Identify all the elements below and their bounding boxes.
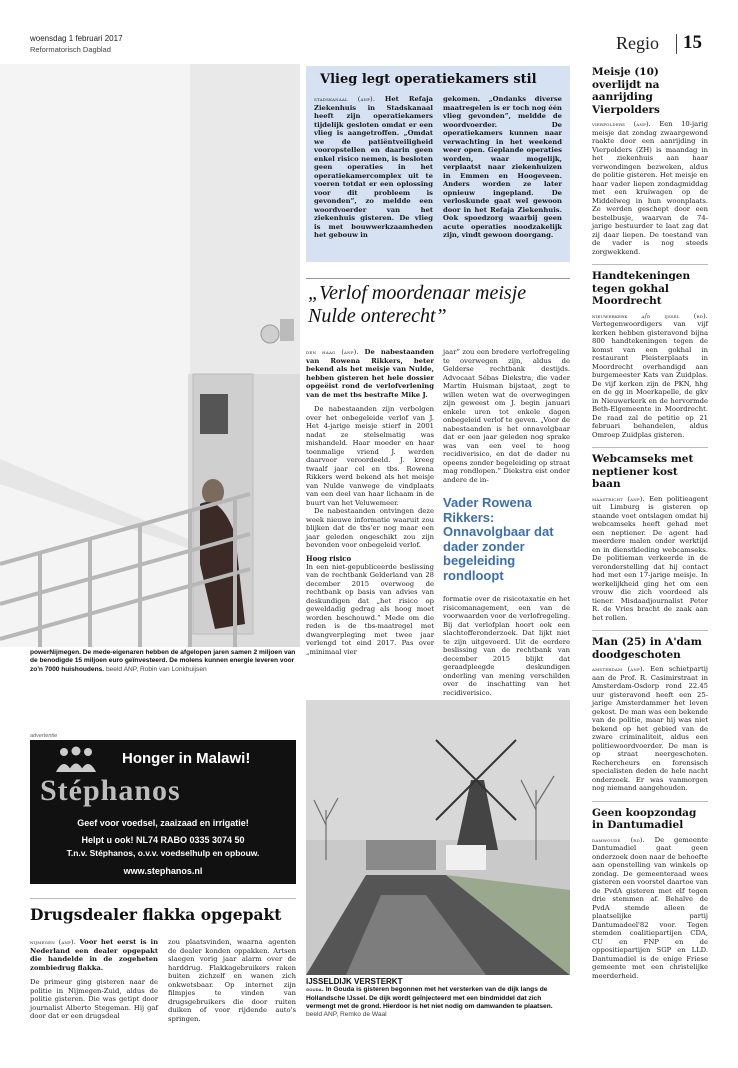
masthead-date: woensdag 1 februari 2017 (30, 34, 123, 43)
ad-logo: Stéphanos (40, 774, 181, 807)
drugs-headline: Drugsdealer flakka opgepakt (30, 905, 282, 924)
wind-turbine-photo (0, 64, 300, 647)
main-photo-caption (30, 649, 300, 674)
drugs-top-rule (30, 898, 296, 899)
ad-title: Honger in Malawi! (122, 750, 251, 767)
vlieg-title: Vlieg legt operatiekamers stil (320, 72, 537, 87)
people-icon (48, 746, 104, 776)
windmill-canal-photo (306, 700, 570, 975)
drugs-col1: nijmegen (anp). Voor het eerst is in Nederland een dealer opgepakt die handelde in de zogeheten zombiedrug flakka. De primeur ging gisteren naar de politie in Nijmegen-Zuid, aldus de politie gisteren. Die was getipt door journalist Alberto Stegeman. Hij gaf door dat er een drugsdeal (30, 938, 159, 1020)
vlieg-box (306, 66, 570, 262)
ad-box[interactable] (30, 740, 296, 884)
main-photo-caption-lead: powerNijmegen. (30, 649, 81, 656)
photo2-caption-title: IJSSELDIJK VERSTERKT (306, 977, 403, 986)
section-divider (676, 34, 677, 54)
sidebar-item: Handtekeningen tegen gokhal Moordrecht nieuwerkerk a/d ijssel (rd). Vertegenwoordigers van vijf kerken hebben gisteravond bijna 800 handtekeningen tegen de komst van een gokhal in restaurant Pleisterplaats in Moordrecht overhandigd aan burgemeester Kats van Zuidplas. De vijf kerken zijn de PKN, hhg en de gg in Moerkapelle, de gkv in Nieuwerkerk en de hervormde Beth-Elgemeente in Moordrecht. De raad zal de petitie op 21 februari behandelen, aldus Omroep Zuidplas gisteren. (592, 270, 708, 439)
verlof-headline: „Verlof moordenaar meisje Nulde onterecht” (308, 282, 527, 327)
sidebar-item: Webcamseks met neptiener kost baan maastricht (anp). Een politieagent uit Limburg is gisteren op staande voet ontslagen omdat hij webcamseks heeft gehad met een neptiener. De agent had meerdere malen onder werktijd en in dienstkleding webcamseks. De politieman verkeerde in de veronderstelling dat hij contact had met een 17-jarige meisje. In werkelijkheid ging het om een vrouw die zich voordeed als tiener. Misdaadjournalist Peter R. de Vries bracht de zaak aan het rollen. (592, 453, 708, 622)
verlof-pullquote: Vader Rowena Rikkers: Onnavolgbaar dat dader zonder begeleiding rondloopt (443, 495, 554, 583)
verlof-col1: den haag (anp). De nabestaanden van Rowena Rikkers, beter bekend als het meisje van Nulde, hebben gisteren het hele dossier opgeëist rond de verlofverlening van de met tbs bestrafte Mike J. De nabestaanden zijn verbolgen over het onbegeleide verlof van J. Het 4-jarige meisje stierf in 2001 nadat ze stelselmatig was mishandeld. Haar moeder en haar toenmalige vriend J. werden daarvoor veroordeeld. J. kreeg twaalf jaar cel en tbs. Rowena Rikkers werd bekend als het meisje van Nulde vanwege de vindplaats van een deel van haar lichaam in de buurt van het Veluwemeer. De nabestaanden ontvingen deze week nieuwe informatie waaruit zou blijken dat de tbs'er nog maar een jaar geleden ongeschikt zou zijn bevonden voor onbegeleid verlof. Hoog risico In een niet-gepubliceerde beslissing van de rechtbank Gelderland van 28 december 2015 overwoog de rechtbank op basis van advies van deskundigen dat „het risico op geweldadig gedrag als hoog moet worden beschouwd.” Mede om die reden is de tbs-maatregel met dwangverpleging met twee jaar verlengd tot eind 2017. Pas over „minimaal vier (306, 348, 434, 656)
masthead-paper: Reformatorisch Dagblad (30, 45, 111, 54)
masthead (0, 0, 738, 62)
verlof-top-rule (306, 278, 570, 279)
page-number: 15 (683, 32, 702, 53)
photo-ijsseldijk (306, 700, 570, 975)
ad-line2: Helpt u ook! NL74 RABO 0335 3074 50 (81, 835, 245, 845)
verlof-subhead: Hoog risico (306, 553, 352, 563)
vlieg-col2: gekomen. „Ondanks diverse maatregelen is er toch nog één vlieg gevonden”, meldde de woordvoerder. De operatiekamers kunnen naar verwachting in het weekend weer open. Geplande operaties worden, waar mogelijk, verplaatst naar ziekenhuizen in Emmen en Hoogeveen. Anders worden ze later opnieuw ingepland. De verloskunde gaat wel gewoon door in het Refaja Ziekenhuis. Ook spoedzorg waarbij geen acute operaties noodzakelijk zijn, vindt gewoon doorgang. (443, 95, 562, 239)
ad-url[interactable]: www.stephanos.nl (123, 866, 203, 876)
photo2-caption: IJSSELDIJK VERSTERKT gouda. In Gouda is gisteren begonnen met het versterken van de dijk langs de Hollandsche IJssel. De dijk wordt geïnjecteerd met een bindmiddel dat zich vermengt met de grond. Hierdoor is het niet nodig om damwanden te plaatsen. beeld ANP, Remko de Waal (306, 978, 570, 1019)
main-photo (0, 64, 300, 647)
drugs-col2: zou plaatsvinden, waarna agenten de dealer konden oppakken. Artsen slaegen vorig jaar alarm over de harddrug. Flakkagebruikers raken buiten zichzelf en wanen zich onkwetsbaar. Op internet zijn filmpjes te vinden van drugsgebruikers die door ruiten duiken of voor rijdende auto's springen. (168, 938, 296, 1023)
sidebar-item: Geen koopzondag in Dantumadiel damwoude (rd). De gemeente Dantumadiel gaat geen onderzoek doen naar de behoefte aan openstelling van winkels op zondag. De gemeenteraad wees gisteren een voorstel daartoe van de PvdA gisteren met elf tegen drie stemmen af. Behalve de PvdA stemde alleen de plaatselijke partij Dantumadeel'82 voor. Tegen stemden coalitiepartijen CDA, CU en FNP en de oppositiepartijen SGP en LLD. Dantumadiel is de enige Friese gemeente met een christelijke meerderheid. (592, 806, 708, 980)
ad-line1: Geef voor voedsel, zaaizaad en irrigatie! (77, 818, 249, 828)
sidebar (592, 66, 708, 980)
ad-line3: T.n.v. Stéphanos, o.v.v. voedselhulp en opbouw. (66, 848, 260, 858)
section-title: Regio (616, 33, 659, 53)
main-photo-caption-text: De mede-eigenaren hebben de afgelopen jaren samen 2 miljoen van de benodigde 15 miljoen euro geïnvesteerd. De molens kunnen energie leveren voor zo'n 7000 huishoudens. (30, 649, 296, 673)
vlieg-col1: stadskanaal (anp). Het Refaja Ziekenhuis in Stadskanaal heeft zijn operatiekamers tijdelijk gesloten omdat er een vlieg is aangetroffen. „Omdat we de patiëntveiligheid vooropstellen en daarin geen enkel risico nemen, is besloten geen operaties in het operatiekamercomplex uit te voeren totdat er een oplossing voor dit probleem is gevonden”, zo meldde een woordvoerder van het ziekenhuis gisteren. De vlieg is met bouwwerkzaamheden het gebouw in (314, 95, 433, 239)
main-photo-credit: beeld ANP, Robin van Lonkhuijsen (105, 665, 207, 673)
sidebar-item: Man (25) in A'dam doodgeschoten amsterdam (anp). Een schietpartij aan de Prof. R. Casimirstraat in Amsterdam-Osdorp rond 22.45 uur gisteravond heeft een 25-jarige Amsterdammer het leven gekost. De man was een bekende van de politie, maar hij was niet bekend op het gebied van de zware criminaliteit, aldus een politiewoordvoerder. De man is op straat neergeschoten. Rechercheurs en forensisch specialisten deden de hele nacht onderzoek. Er was vanmorgen nog niemand aangehouden. (592, 636, 708, 792)
ad-label: advertentie (30, 733, 58, 739)
sidebar-item: Meisje (10) overlijdt na aanrijding Vierpolders vierpolders (anp). Een 10-jarig meisje dat zondag zwaargewond raakte door een aanrijding in Vierpolders (ZH) is maandag in het ziekenhuis aan haar verwondingen bezweken, aldus de politie gisteren. Het meisje en haar vader liepen zondagmiddag met een kruiwagen op de Middelweg in hun woonplaats. Ze werden geschept door een bestelbusje, waarvan de 74-jarige bestuurder te laat zag dat zij daar liepen. De toestand van de vader is nog steeds zorgwekkend. (592, 66, 708, 256)
verlof-col2: jaar” zou een bredere verlofregeling te overwegen zijn, aldus de Gelderse rechtbank destijds. Advocaat Sébas Diekstra, die vader Martin Huisman bijstaat, zegt te willen weten wat de overwegingen zijn geweest om J. begin januari enkele uren tot enkele dagen onbegeleid verlof te geven. „Voor de nabestaanden is het onnavolgbaar dat er een jaar geleden nog sprake was van een veel te hoog recidiverisico, en dat de dader nu opeens zonder begeleiding op straat mag rondlopen.” Diekstra eist onder andere de in- Vader Rowena Rikkers: Onnavolgbaar dat dader zonder begeleiding rondloopt formatie over de risicotaxatie en het risicomanagement, een van de voorwaarden voor de verlofregeling. Bij dat verlofplan hoort ook een slachtofferonderzoek. Dat lijkt niet te zijn uitgevoerd. Uit de eerdere beslissing van de rechtbank van december 2015 blijkt dat geraadpleegde deskundigen onderling van mening verschilden over de inschatting van het recidiverisico. (443, 348, 570, 697)
